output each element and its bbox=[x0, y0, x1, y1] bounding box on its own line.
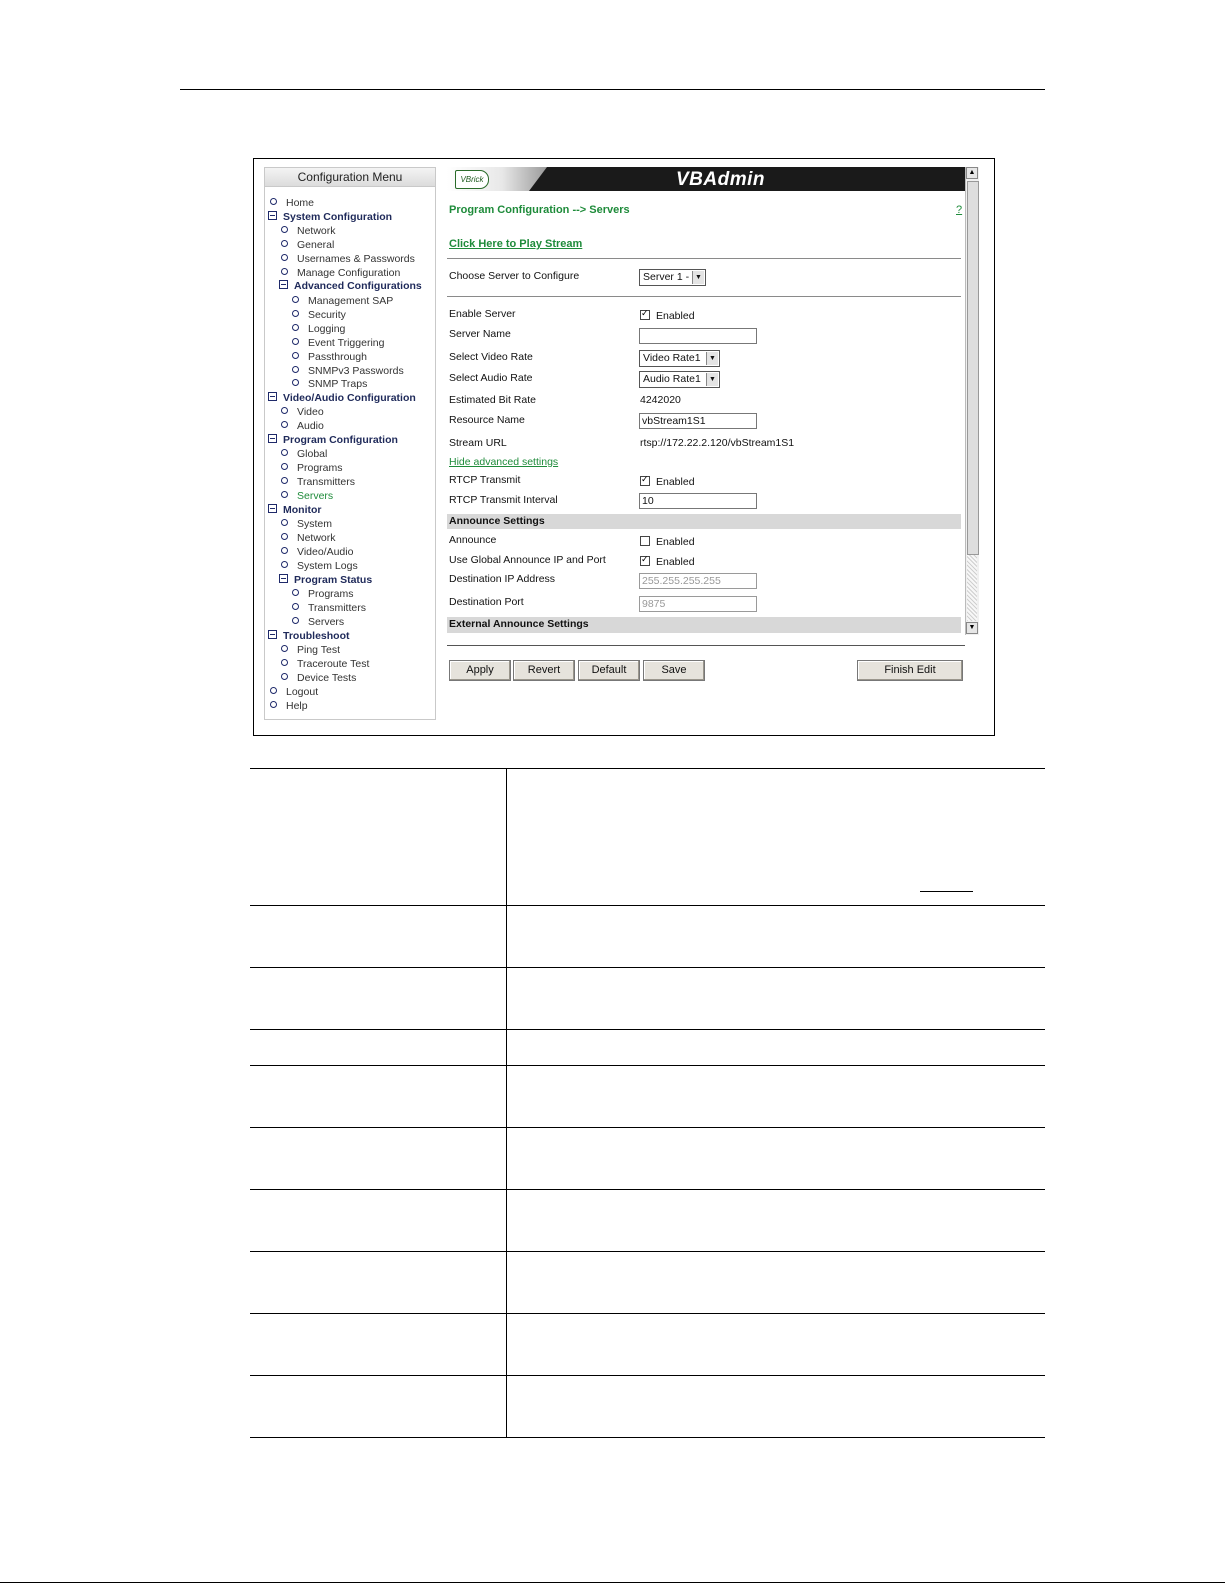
rtcp-transmit-label: RTCP Transmit bbox=[449, 474, 521, 486]
menu-item-network[interactable] bbox=[281, 532, 336, 545]
announce-label: Announce bbox=[449, 534, 497, 546]
menu-item-label: Manage Configuration bbox=[297, 267, 401, 279]
play-stream-link[interactable]: Click Here to Play Stream bbox=[449, 238, 583, 250]
divider bbox=[447, 296, 961, 297]
dest-ip-input[interactable]: 255.255.255.255 bbox=[639, 573, 757, 589]
divider bbox=[447, 258, 961, 259]
enabled-text: Enabled bbox=[656, 310, 695, 322]
description-table bbox=[250, 768, 1045, 1438]
enabled-text: Enabled bbox=[656, 556, 695, 568]
menu-item-label: Transmitters bbox=[308, 602, 366, 614]
table-row-border bbox=[250, 1029, 1045, 1030]
hide-advanced-link[interactable]: Hide advanced settings bbox=[449, 456, 559, 468]
bullet-icon bbox=[281, 421, 288, 428]
scroll-track[interactable] bbox=[967, 555, 977, 621]
menu-item-advanced-configurations[interactable] bbox=[279, 280, 422, 293]
menu-item-device-tests[interactable] bbox=[281, 672, 356, 685]
bullet-icon bbox=[270, 198, 277, 205]
collapse-icon bbox=[268, 434, 277, 443]
main-panel bbox=[447, 167, 976, 718]
revert-button[interactable]: Revert bbox=[513, 660, 575, 681]
configuration-menu bbox=[264, 167, 436, 720]
menu-item-label: Network bbox=[297, 225, 336, 237]
menu-item-programs[interactable] bbox=[292, 588, 354, 601]
dropdown-arrow-icon: ▼ bbox=[706, 373, 718, 386]
page-top-rule bbox=[180, 89, 1045, 90]
collapse-icon bbox=[268, 211, 277, 220]
external-announce-header: External Announce Settings bbox=[447, 617, 961, 633]
menu-item-label: Event Triggering bbox=[308, 337, 385, 349]
table-row-border bbox=[250, 905, 1045, 906]
bullet-icon bbox=[281, 519, 288, 526]
collapse-icon bbox=[268, 630, 277, 639]
menu-item-video[interactable] bbox=[281, 406, 324, 419]
menu-item-servers[interactable] bbox=[292, 616, 344, 629]
menu-item-video-audio-configuration[interactable] bbox=[268, 392, 416, 405]
menu-item-traceroute-test[interactable] bbox=[281, 658, 369, 671]
bullet-icon bbox=[281, 477, 288, 484]
menu-item-label: Traceroute Test bbox=[297, 658, 370, 670]
collapse-icon bbox=[279, 280, 288, 289]
menu-item-label: Transmitters bbox=[297, 476, 355, 488]
bullet-icon bbox=[281, 407, 288, 414]
stream-url-value: rtsp://172.22.2.120/vbStream1S1 bbox=[640, 437, 795, 449]
dropdown-arrow-icon: ▼ bbox=[706, 352, 718, 365]
menu-item-troubleshoot[interactable] bbox=[268, 630, 350, 643]
menu-item-label: Advanced Configurations bbox=[294, 280, 422, 292]
menu-item-transmitters[interactable] bbox=[292, 602, 366, 615]
menu-item-security[interactable] bbox=[292, 309, 346, 322]
resource-name-label: Resource Name bbox=[449, 414, 525, 426]
table-row-border bbox=[250, 1375, 1045, 1376]
menu-item-label: Program Status bbox=[294, 574, 373, 586]
menu-item-program-configuration[interactable] bbox=[268, 434, 398, 447]
menu-item-snmpv3-passwords[interactable] bbox=[292, 365, 404, 378]
app-title: VBAdmin bbox=[676, 169, 765, 190]
help-link[interactable]: ? bbox=[956, 204, 963, 216]
menu-item-event-triggering[interactable] bbox=[292, 337, 384, 350]
menu-item-programs[interactable] bbox=[281, 462, 343, 475]
menu-item-logout[interactable] bbox=[270, 686, 318, 699]
menu-item-label: Video bbox=[297, 406, 324, 418]
announce-checkbox-group bbox=[640, 536, 695, 548]
breadcrumb: Program Configuration --> Servers bbox=[449, 204, 630, 216]
menu-item-label: Video/Audio bbox=[297, 546, 354, 558]
menu-item-manage-configuration[interactable] bbox=[281, 267, 400, 280]
bullet-icon bbox=[281, 240, 288, 247]
bullet-icon bbox=[292, 324, 299, 331]
vertical-scrollbar[interactable] bbox=[965, 167, 979, 635]
enabled-text: Enabled bbox=[656, 536, 695, 548]
bullet-icon bbox=[281, 547, 288, 554]
video-rate-value: Video Rate1 bbox=[643, 352, 701, 364]
menu-item-label: Servers bbox=[308, 616, 345, 628]
stream-url-label: Stream URL bbox=[449, 437, 507, 449]
bullet-icon bbox=[281, 561, 288, 568]
scroll-up-icon[interactable]: ▲ bbox=[966, 167, 978, 179]
bullet-icon bbox=[281, 226, 288, 233]
menu-item-label: Servers bbox=[297, 490, 334, 502]
default-button[interactable]: Default bbox=[578, 660, 640, 681]
bullet-icon bbox=[292, 310, 299, 317]
menu-item-label: Video/Audio Configuration bbox=[283, 392, 416, 404]
menu-item-system-logs[interactable] bbox=[281, 560, 358, 573]
rtcp-transmit-checkbox[interactable] bbox=[640, 476, 650, 486]
menu-item-video-audio[interactable] bbox=[281, 546, 353, 559]
audio-rate-select[interactable] bbox=[639, 371, 720, 388]
bullet-icon bbox=[270, 687, 277, 694]
bullet-icon bbox=[281, 673, 288, 680]
table-row-border bbox=[250, 1189, 1045, 1190]
server-name-input[interactable] bbox=[639, 328, 757, 344]
menu-item-transmitters[interactable] bbox=[281, 476, 355, 489]
menu-item-label: SNMPv3 Passwords bbox=[308, 365, 404, 377]
menu-item-label: Usernames & Passwords bbox=[297, 253, 415, 265]
divider bbox=[447, 645, 965, 646]
audio-rate-value: Audio Rate1 bbox=[643, 373, 701, 385]
collapse-icon bbox=[268, 392, 277, 401]
menu-item-servers[interactable] bbox=[281, 490, 333, 503]
bullet-icon bbox=[292, 589, 299, 596]
bullet-icon bbox=[292, 617, 299, 624]
dropdown-arrow-icon: ▼ bbox=[692, 271, 704, 284]
menu-item-program-status[interactable] bbox=[279, 574, 372, 587]
dest-port-label: Destination Port bbox=[449, 596, 524, 608]
menu-item-general[interactable] bbox=[281, 239, 334, 252]
bit-rate-label: Estimated Bit Rate bbox=[449, 394, 536, 406]
table-column-divider bbox=[506, 768, 507, 1438]
menu-item-help[interactable] bbox=[270, 700, 308, 713]
rtcp-transmit-checkbox-group bbox=[640, 476, 695, 488]
menu-item-label: Global bbox=[297, 448, 328, 460]
menu-item-logging[interactable] bbox=[292, 323, 345, 336]
menu-item-system-configuration[interactable] bbox=[268, 211, 392, 224]
table-row-border bbox=[250, 1127, 1045, 1128]
apply-button[interactable]: Apply bbox=[449, 660, 511, 681]
menu-item-label: Network bbox=[297, 532, 336, 544]
menu-item-label: Program Configuration bbox=[283, 434, 398, 446]
table-row-border bbox=[250, 768, 1045, 769]
menu-item-label: Ping Test bbox=[297, 644, 340, 656]
vbadmin-header-bar bbox=[447, 167, 965, 191]
enable-server-label: Enable Server bbox=[449, 308, 516, 320]
menu-item-label: System bbox=[297, 518, 333, 530]
menu-item-global[interactable] bbox=[281, 448, 327, 461]
menu-item-snmp-traps[interactable] bbox=[292, 378, 367, 391]
bullet-icon bbox=[292, 366, 299, 373]
bullet-icon bbox=[292, 338, 299, 345]
menu-item-management-sap[interactable] bbox=[292, 295, 393, 308]
menu-item-label: Troubleshoot bbox=[283, 630, 350, 642]
menu-item-label: Monitor bbox=[283, 504, 322, 516]
menu-item-label: Security bbox=[308, 309, 346, 321]
choose-server-label: Choose Server to Configure bbox=[449, 270, 580, 282]
menu-item-label: Audio bbox=[297, 420, 324, 432]
bit-rate-value: 4242020 bbox=[640, 394, 681, 406]
enabled-text: Enabled bbox=[656, 476, 695, 488]
video-rate-select[interactable] bbox=[639, 350, 720, 367]
collapse-icon bbox=[279, 574, 288, 583]
menu-item-label: Programs bbox=[308, 588, 354, 600]
bullet-icon bbox=[292, 296, 299, 303]
menu-item-passthrough[interactable] bbox=[292, 351, 367, 364]
menu-item-home[interactable] bbox=[270, 197, 314, 210]
bullet-icon bbox=[281, 268, 288, 275]
save-button[interactable]: Save bbox=[643, 660, 705, 681]
global-announce-checkbox-group bbox=[640, 556, 695, 568]
menu-item-label: Logout bbox=[286, 686, 319, 698]
menu-item-audio[interactable] bbox=[281, 420, 324, 433]
bullet-icon bbox=[281, 449, 288, 456]
menu-item-label: Programs bbox=[297, 462, 343, 474]
screenshot-frame bbox=[253, 158, 995, 736]
menu-item-ping-test[interactable] bbox=[281, 644, 340, 657]
bullet-icon bbox=[281, 645, 288, 652]
menu-item-label: SNMP Traps bbox=[308, 378, 368, 390]
table-row-border bbox=[250, 1065, 1045, 1066]
menu-item-monitor[interactable] bbox=[268, 504, 322, 517]
menu-item-label: General bbox=[297, 239, 335, 251]
scroll-thumb[interactable] bbox=[967, 181, 979, 555]
bullet-icon bbox=[292, 379, 299, 386]
bullet-icon bbox=[292, 603, 299, 610]
server-select[interactable] bbox=[639, 269, 706, 286]
menu-item-label: System Logs bbox=[297, 560, 358, 572]
table-row-border bbox=[250, 967, 1045, 968]
bullet-icon bbox=[281, 659, 288, 666]
resource-name-input[interactable]: vbStream1S1 bbox=[639, 413, 757, 429]
server-name-label: Server Name bbox=[449, 328, 511, 340]
menu-item-usernames-passwords[interactable] bbox=[281, 253, 415, 266]
dest-ip-label: Destination IP Address bbox=[449, 573, 556, 585]
menu-title: Configuration Menu bbox=[265, 168, 435, 187]
menu-item-label: Passthrough bbox=[308, 351, 367, 363]
server-select-value: Server 1 - bbox=[643, 271, 690, 283]
table-row-border bbox=[250, 1251, 1045, 1252]
audio-rate-label: Select Audio Rate bbox=[449, 372, 533, 384]
bullet-icon bbox=[270, 701, 277, 708]
bullet-icon bbox=[281, 491, 288, 498]
bullet-icon bbox=[281, 533, 288, 540]
announce-settings-header: Announce Settings bbox=[447, 514, 961, 529]
menu-item-label: Device Tests bbox=[297, 672, 357, 684]
menu-item-label: System Configuration bbox=[283, 211, 393, 223]
page-bottom-rule bbox=[0, 1582, 1225, 1583]
menu-item-network[interactable] bbox=[281, 225, 336, 238]
global-announce-checkbox[interactable] bbox=[640, 556, 650, 566]
bullet-icon bbox=[292, 352, 299, 359]
enable-server-checkbox[interactable] bbox=[640, 310, 650, 320]
menu-item-label: Management SAP bbox=[308, 295, 394, 307]
global-announce-label: Use Global Announce IP and Port bbox=[449, 554, 606, 566]
underline-mark bbox=[920, 891, 973, 892]
enable-server-checkbox-group bbox=[640, 310, 695, 322]
menu-item-label: Help bbox=[286, 700, 308, 712]
rtcp-interval-label: RTCP Transmit Interval bbox=[449, 494, 558, 506]
rtcp-interval-input[interactable]: 10 bbox=[639, 493, 757, 509]
video-rate-label: Select Video Rate bbox=[449, 351, 533, 363]
bullet-icon bbox=[281, 254, 288, 261]
table-row-border bbox=[250, 1313, 1045, 1314]
menu-item-label: Logging bbox=[308, 323, 346, 335]
vbrick-logo: VBrick bbox=[455, 170, 489, 189]
menu-item-system[interactable] bbox=[281, 518, 332, 531]
collapse-icon bbox=[268, 504, 277, 513]
dest-port-input[interactable]: 9875 bbox=[639, 596, 757, 612]
bullet-icon bbox=[281, 463, 288, 470]
scroll-down-icon[interactable]: ▼ bbox=[966, 622, 978, 634]
announce-checkbox[interactable] bbox=[640, 536, 650, 546]
table-row-border bbox=[250, 1437, 1045, 1438]
finish-edit-button[interactable]: Finish Edit bbox=[857, 660, 963, 681]
menu-item-label: Home bbox=[286, 197, 315, 209]
